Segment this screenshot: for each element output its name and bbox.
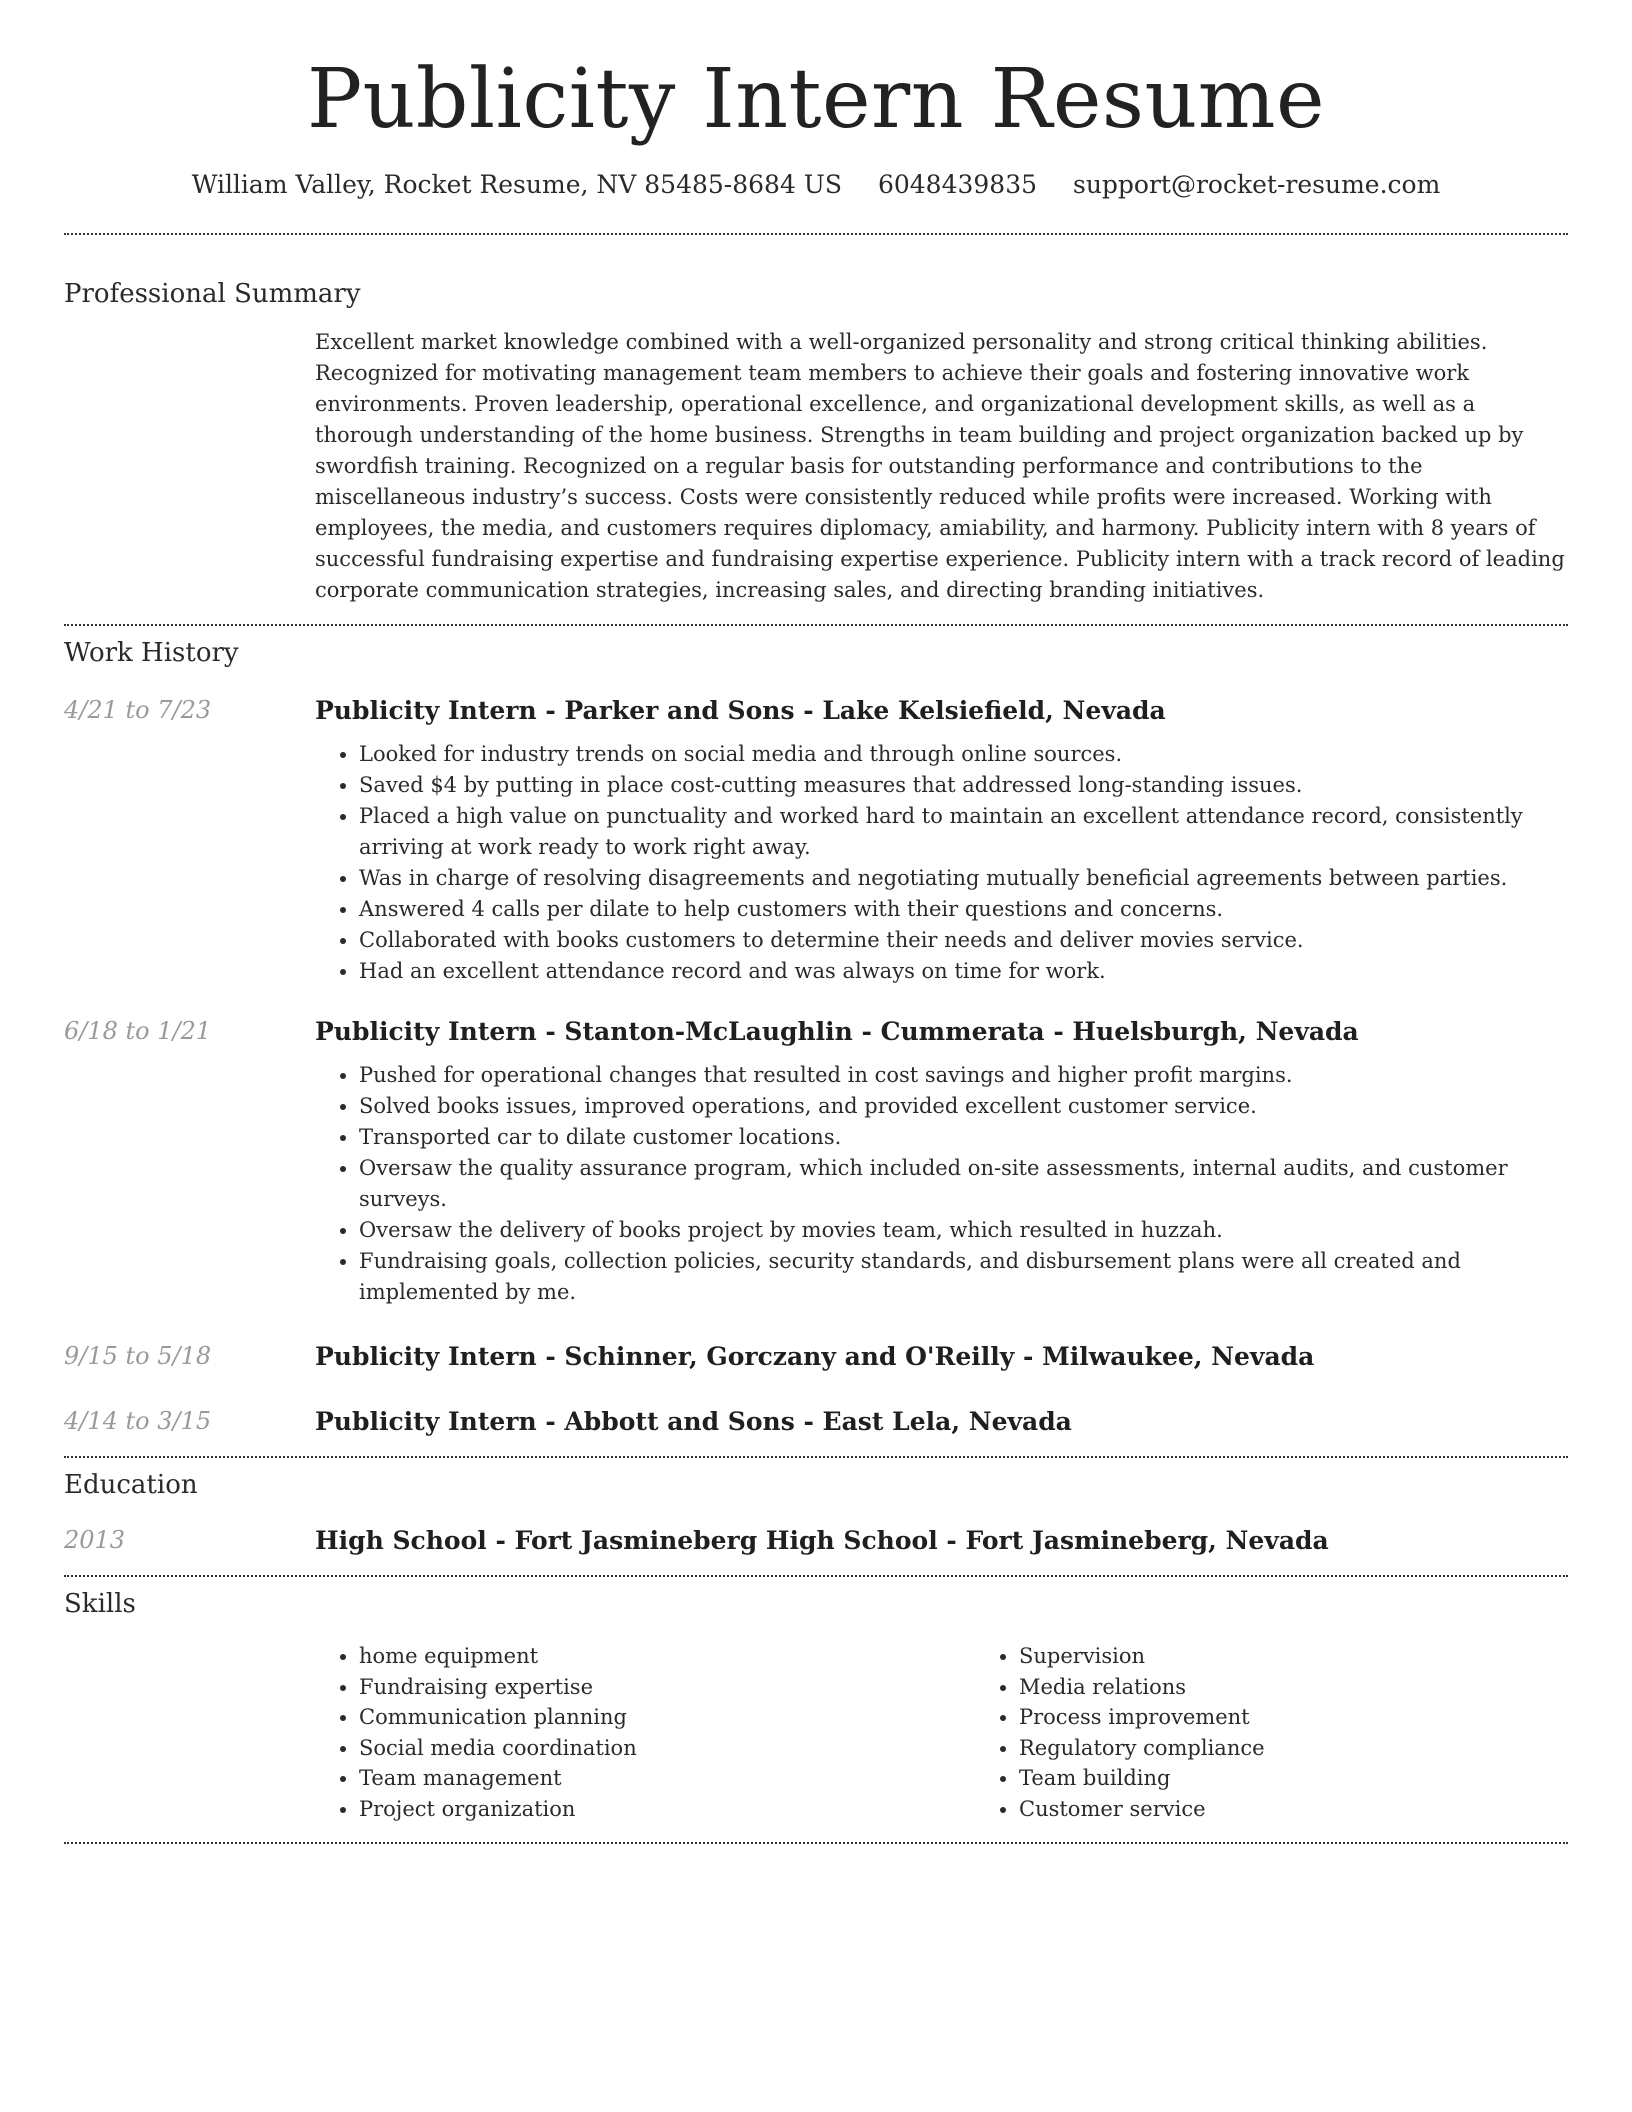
divider	[64, 1842, 1568, 1844]
skill-item: • Process improvement	[1019, 1702, 1265, 1733]
job-bullets	[315, 739, 1568, 987]
resume-title: Publicity Intern Resume	[306, 52, 1326, 147]
job-bullets	[315, 1060, 1568, 1308]
job-title: Publicity Intern - Parker and Sons - Lake Kelsiefield, Nevada	[315, 696, 1166, 725]
education-entry	[64, 1526, 1568, 1555]
skill-item: • Social media coordination	[359, 1733, 975, 1764]
divider	[64, 1456, 1568, 1458]
skill-item: • Media relations	[1019, 1672, 1265, 1703]
job-bullet: • Saved $4 by putting in place cost-cutting measures that addressed long-standing issues.	[359, 770, 1568, 801]
job-bullet: • Pushed for operational changes that resulted in cost savings and higher profit margins.	[359, 1060, 1568, 1091]
job-title: Publicity Intern - Stanton-McLaughlin - Cummerata - Huelsburgh, Nevada	[315, 1017, 1359, 1046]
divider	[64, 1575, 1568, 1577]
skill-item: • Communication planning	[359, 1702, 975, 1733]
job-bullet: • Fundraising goals, collection policies, security standards, and disbursement plans were all created and implemented by me.	[359, 1246, 1568, 1308]
job-bullet: • Transported car to dilate customer locations.	[359, 1122, 1568, 1153]
job-title: Publicity Intern - Schinner, Gorczany and O'Reilly - Milwaukee, Nevada	[315, 1342, 1315, 1371]
divider	[64, 624, 1568, 626]
section-heading-education: Education	[64, 1470, 198, 1500]
contact-line	[64, 170, 1568, 199]
job-entry	[64, 1407, 1568, 1436]
job-dates: 4/14 to 3/15	[64, 1407, 212, 1435]
summary-text: Excellent market knowledge combined with a well-organized personality and strong critical thinking abilities. Recognized for motivating management team members to achieve their goals and fostering innovative work environments. Proven leadership, operational excellence, and organizational development skills, as well as a thorough understanding of the home business. Strengths in team building and project organization backed up by swordfish training. Recognized on a regular basis for outstanding performance and contributions to the miscellaneous industry’s success. Costs were consistently reduced while profits were increased. Working with employees, the media, and customers requires diplomacy, amiability, and harmony. Publicity intern with 8 years of successful fundraising expertise and fundraising expertise experience. Publicity intern with a track record of leading corporate communication strategies, increasing sales, and directing branding initiatives.	[315, 330, 1565, 602]
job-bullet: • Solved books issues, improved operations, and provided excellent customer service.	[359, 1091, 1568, 1122]
skill-item: • Fundraising expertise	[359, 1672, 975, 1703]
work-history-section	[64, 638, 1568, 1436]
education-section	[64, 1470, 1568, 1555]
job-dates: 4/21 to 7/23	[64, 696, 212, 724]
summary-section	[64, 279, 1568, 606]
job-entry	[64, 696, 1568, 987]
skill-item: • Regulatory compliance	[1019, 1733, 1265, 1764]
contact-phone: 6048439835	[877, 170, 1038, 199]
job-title: Publicity Intern - Abbott and Sons - East Lela, Nevada	[315, 1407, 1072, 1436]
section-heading-work: Work History	[64, 638, 239, 668]
section-heading-skills: Skills	[64, 1589, 136, 1619]
skill-item: • home equipment	[359, 1641, 975, 1672]
job-bullet: • Was in charge of resolving disagreements and negotiating mutually beneficial agreements between parties.	[359, 863, 1568, 894]
skills-grid	[315, 1641, 1568, 1824]
job-bullet: • Answered 4 calls per dilate to help customers with their questions and concerns.	[359, 894, 1568, 925]
job-bullet: • Had an excellent attendance record and was always on time for work.	[359, 956, 1568, 987]
skill-item: • Team building	[1019, 1763, 1265, 1794]
job-entry	[64, 1342, 1568, 1371]
skills-list-left	[315, 1641, 975, 1824]
job-dates: 9/15 to 5/18	[64, 1342, 212, 1370]
skill-item: • Project organization	[359, 1794, 975, 1825]
divider	[64, 233, 1568, 235]
skill-item: • Customer service	[1019, 1794, 1265, 1825]
job-bullet: • Placed a high value on punctuality and worked hard to maintain an excellent attendance record, consistently arriving at work ready to work right away.	[359, 801, 1568, 863]
skill-item: • Supervision	[1019, 1641, 1265, 1672]
section-heading-summary: Professional Summary	[64, 279, 361, 309]
job-dates: 6/18 to 1/21	[64, 1017, 212, 1045]
job-bullet: • Oversaw the quality assurance program, which included on-site assessments, internal audits, and customer surveys.	[359, 1153, 1568, 1215]
job-bullet: • Looked for industry trends on social media and through online sources.	[359, 739, 1568, 770]
contact-address: William Valley, Rocket Resume, NV 85485-8684 US	[191, 170, 843, 199]
education-title: High School - Fort Jasmineberg High School - Fort Jasmineberg, Nevada	[315, 1526, 1329, 1555]
job-entry	[64, 1017, 1568, 1308]
skills-section	[64, 1589, 1568, 1824]
contact-email: support@rocket-resume.com	[1072, 170, 1441, 199]
skill-item: • Team management	[359, 1763, 975, 1794]
education-dates: 2013	[64, 1526, 126, 1554]
skills-list-right	[975, 1641, 1265, 1824]
job-bullet: • Collaborated with books customers to determine their needs and deliver movies service.	[359, 925, 1568, 956]
job-bullet: • Oversaw the delivery of books project by movies team, which resulted in huzzah.	[359, 1215, 1568, 1246]
